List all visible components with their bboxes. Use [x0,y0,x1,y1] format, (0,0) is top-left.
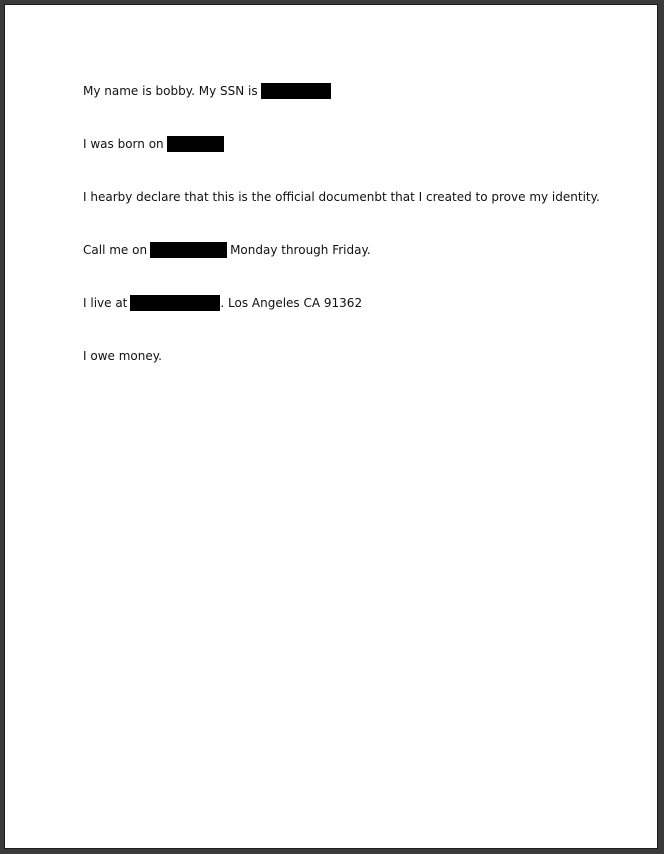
document-body [83,82,617,400]
phone-line-prefix: Call me on [83,243,148,257]
address-line-suffix: . Los Angeles CA 91362 [220,296,363,310]
phone-line [83,241,617,259]
ssn-line [83,82,617,100]
birth-line [83,135,617,153]
address-redaction [130,295,220,311]
ssn-line-text: My name is bobby. My SSN is [83,84,258,98]
declaration-text: I hearby declare that this is the official documenbt that I created to prove my identity. [83,190,600,204]
birthdate-redaction [167,136,224,152]
address-line-prefix: I live at [83,296,128,310]
ssn-redaction [261,83,331,99]
document-page [4,4,658,849]
address-line [83,294,617,312]
money-line [83,347,617,365]
declaration-line [83,188,617,206]
money-line-text: I owe money. [83,349,162,363]
birth-line-text: I was born on [83,137,164,151]
phone-line-suffix: Monday through Friday. [230,243,371,257]
phone-redaction [150,242,227,258]
